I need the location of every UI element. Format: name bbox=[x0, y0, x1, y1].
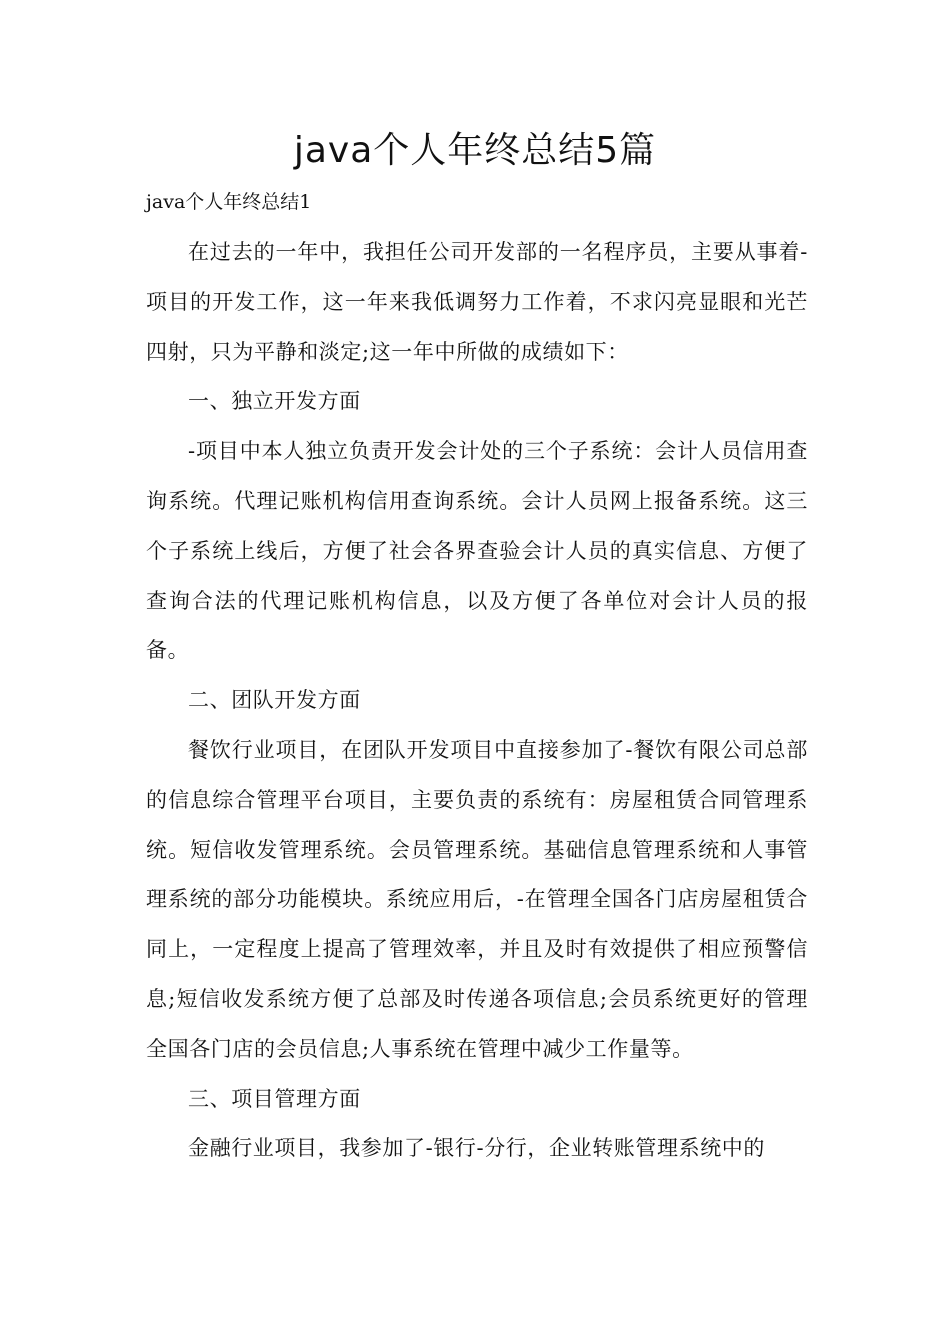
document-body bbox=[146, 228, 808, 1174]
section-heading-project-mgmt: 三、项目管理方面 bbox=[188, 1086, 361, 1111]
paragraph-project-mgmt: 金融行业项目，我参加了-银行-分行，企业转账管理系统中的 bbox=[188, 1136, 765, 1161]
paragraph-independent-dev: -项目中本人独立负责开发会计处的三个子系统：会计人员信用查询系统。代理记账机构信用查询系统。会计人员网上报备系统。这三个子系统上线后，方便了社会各界查验会计人员的真实信息、方便了查询合法的代理记账机构信息，以及方便了各单位对会计人员的报备。 bbox=[146, 439, 808, 663]
document-title: java个人年终总结5篇 bbox=[293, 130, 657, 171]
section-heading-independent-dev: 一、独立开发方面 bbox=[188, 389, 361, 414]
paragraph-intro: 在过去的一年中，我担任公司开发部的一名程序员，主要从事着-项目的开发工作，这一年来我低调努力工作着，不求闪亮显眼和光芒四射，只为平静和淡定;这一年中所做的成绩如下： bbox=[146, 240, 808, 364]
paragraph-team-dev: 餐饮行业项目，在团队开发项目中直接参加了-餐饮有限公司总部的信息综合管理平台项目，主要负责的系统有：房屋租赁合同管理系统。短信收发管理系统。会员管理系统。基础信息管理系统和人事管理系统的部分功能模块。系统应用后，-在管理全国各门店房屋租赁合同上，一定程度上提高了管理效率，并且及时有效提供了相应预警信息;短信收发系统方便了总部及时传递各项信息;会员系统更好的管理全国各门店的会员信息;人事系统在管理中减少工作量等。 bbox=[146, 737, 808, 1061]
document-subtitle: java个人年终总结1 bbox=[146, 191, 312, 213]
section-heading-team-dev: 二、团队开发方面 bbox=[188, 688, 361, 713]
